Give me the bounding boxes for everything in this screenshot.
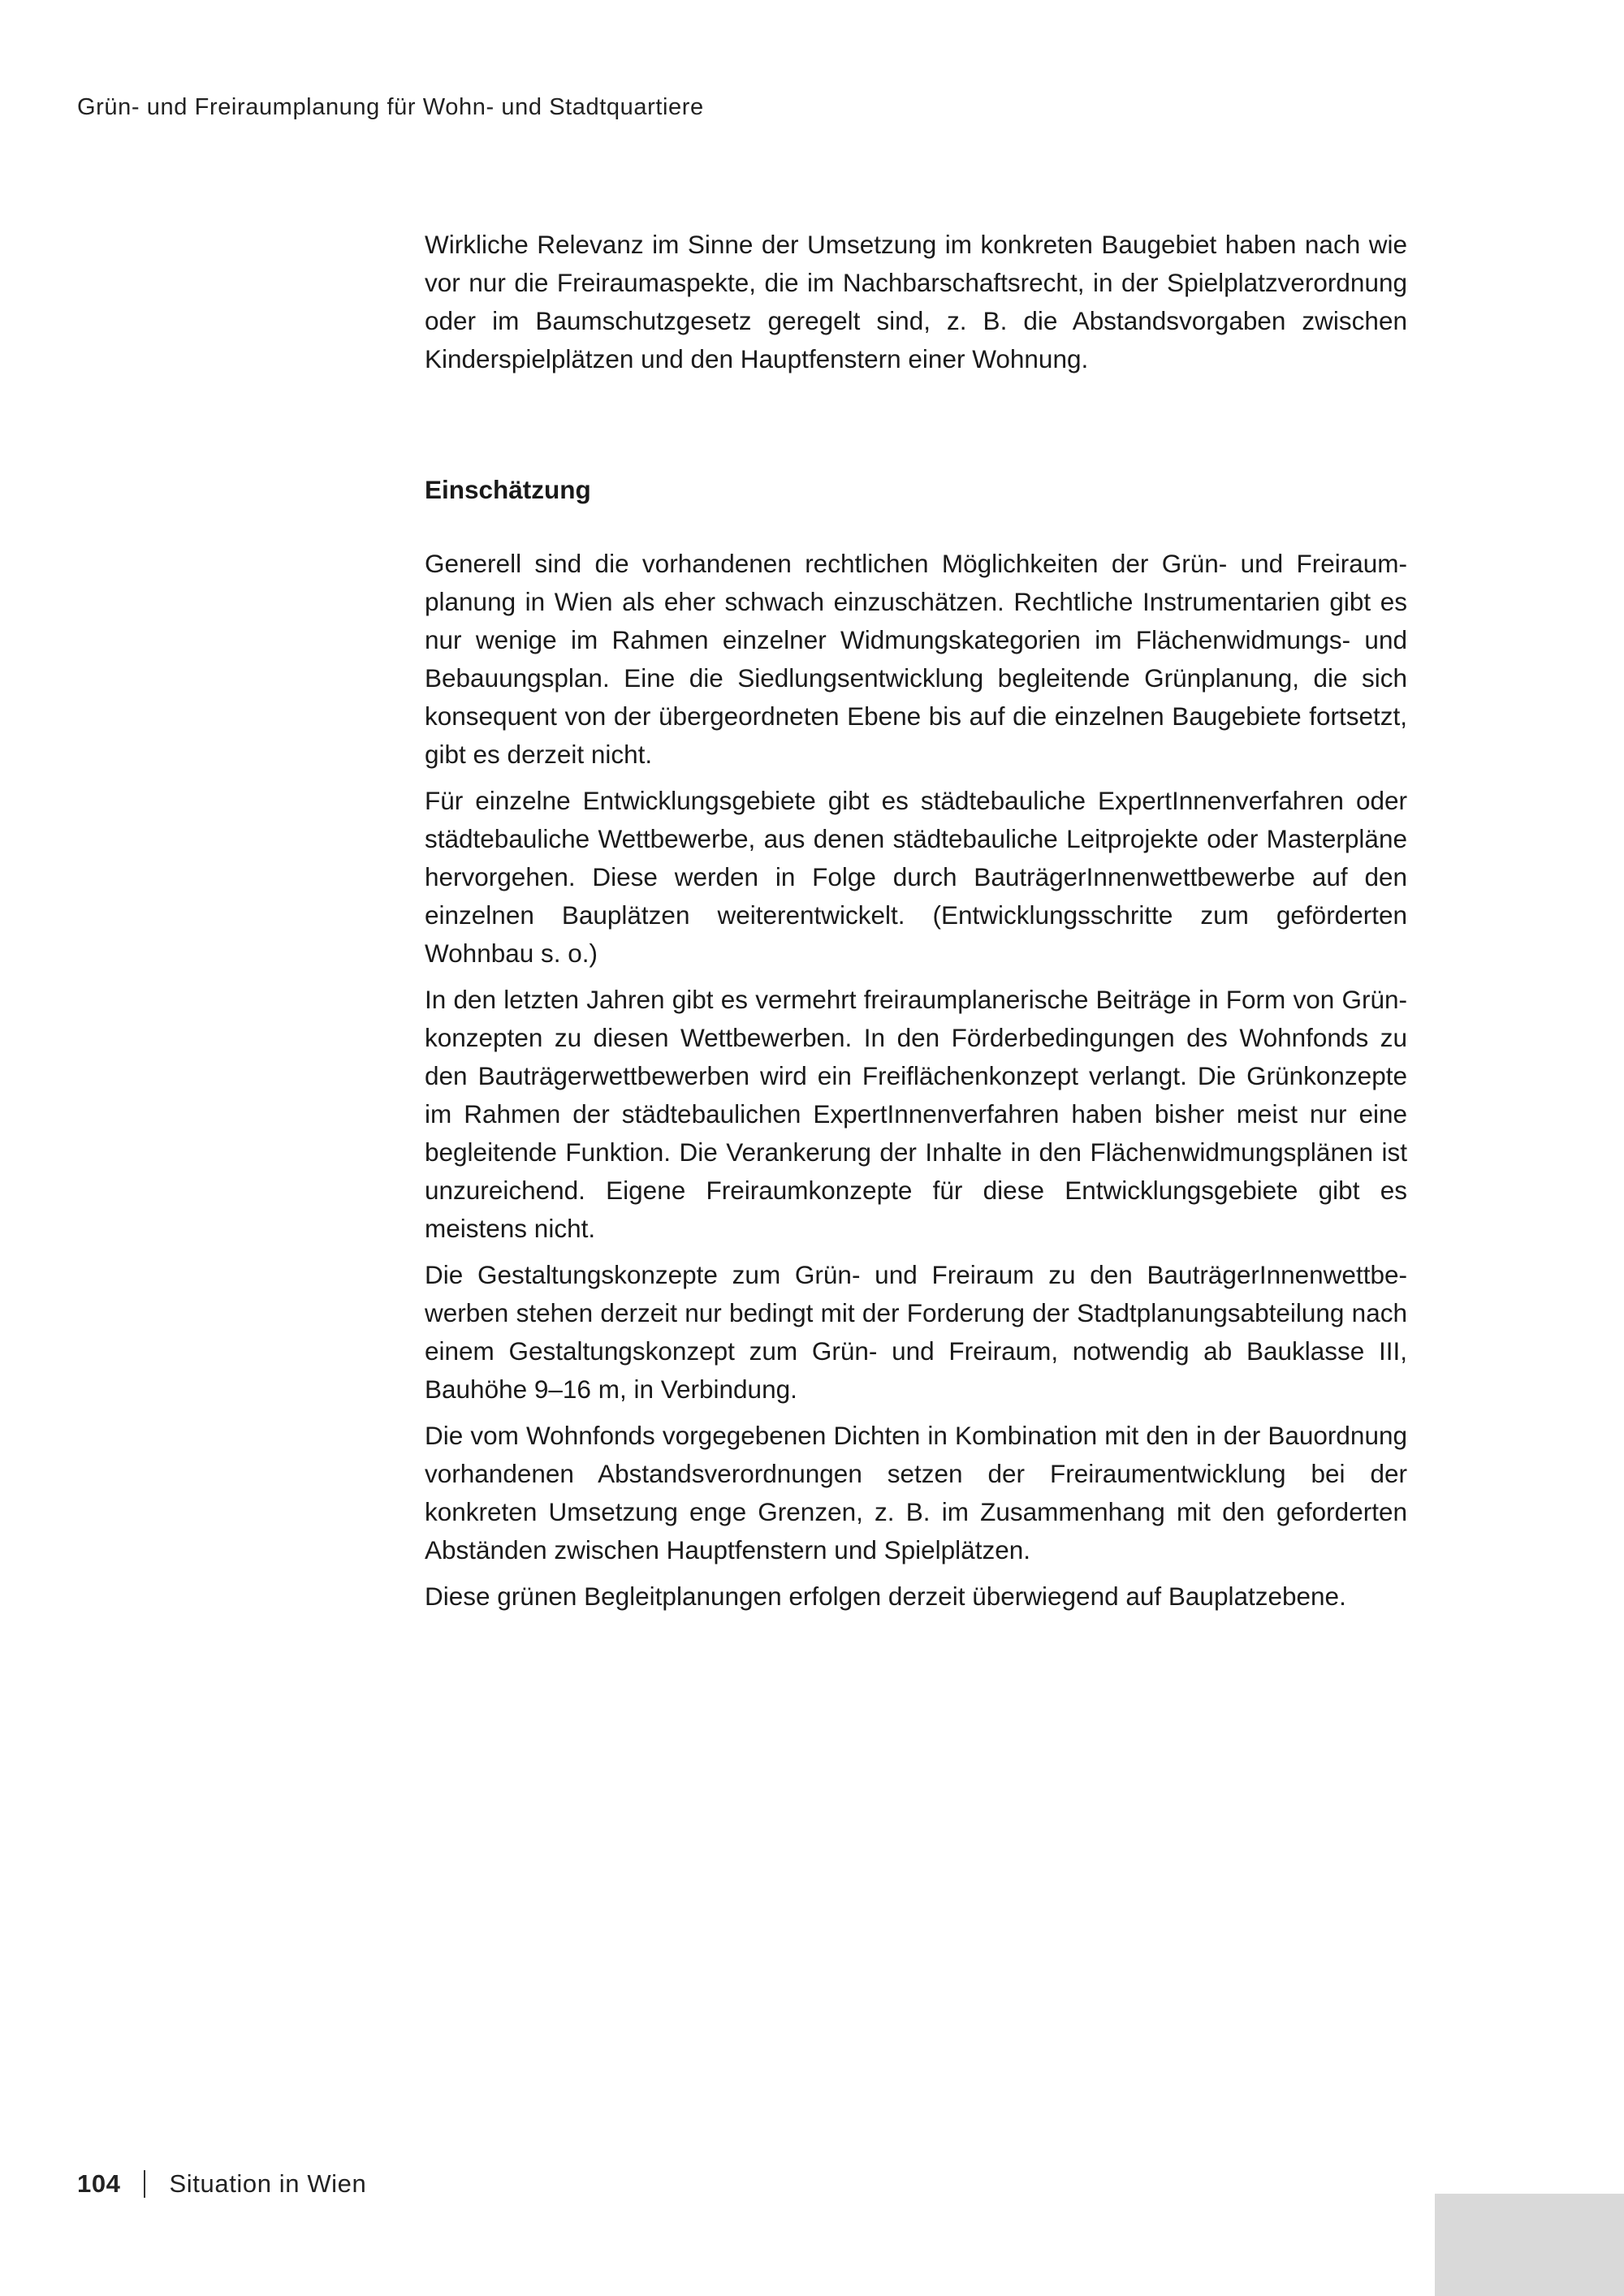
intro-paragraph: Wirkliche Relevanz im Sinne der Umsetzung im konkreten Baugebiet haben nach wie vor nur die Freiraumaspekte, die im Nachbarschaftsrecht, in der Spielplatzverordnung oder im Baumschutzgesetz geregelt sind, z. B. die Abstandsvorgaben zwischen Kinderspielplätzen und den Hauptfenstern einer Wohnung.	[425, 230, 1407, 373]
paragraph-gestaltungskonzepte: Die Gestaltungskonzepte zum Grün- und Freiraum zu den BauträgerInnenwettbewerben stehen derzeit nur bedingt mit der Forderung der Stadtplanungsabteilung nach einem Gestaltungskonzept zum Grün- und Freiraum, notwendig ab Bauklasse III, Bauhöhe 9–16 m, in Verbindung.	[425, 1260, 1407, 1404]
page-footer	[77, 2165, 366, 2203]
section-heading: Einschätzung	[425, 475, 591, 504]
main-content	[425, 226, 1407, 1624]
paragraph-entwicklungsgebiete: Für einzelne Entwicklungsgebiete gibt es städtebauliche ExpertInnenverfahren oder städtebauliche Wettbewerbe, aus denen städtebauliche Leitprojekte oder Masterpläne hervorgehen. Diese werden in Folge durch BauträgerInnenwettbewerbe auf den einzelnen Bauplätzen weiterentwickelt. (Entwicklungsschritte zum geförderten Wohnbau s. o.)	[425, 786, 1407, 968]
paragraph-begleitplanungen: Diese grünen Begleitplanungen erfolgen derzeit überwiegend auf Bauplatzebene.	[425, 1582, 1346, 1611]
heading-spacer	[425, 509, 1407, 545]
paragraph-gruenkonzepte: In den letzten Jahren gibt es vermehrt freiraumplanerische Beiträge in Form von Grünkonzepten zu diesen Wettbewerben. In den Förderbedingungen des Wohnfonds zu den Bauträgerwettbewerben wird ein Freiflächenkonzept verlangt. Die Grünkonzepte im Rahmen der städtebaulichen ExpertInnenverfahren haben bisher meist nur eine begleitende Funktion. Die Verankerung der Inhalte in den Flächenwidmungsplänen ist unzureichend. Eigene Freiraumkonzepte für diese Entwicklungsgebiete gibt es meistens nicht.	[425, 985, 1407, 1243]
running-header: Grün- und Freiraumplanung für Wohn- und Stadtquartiere	[77, 94, 704, 120]
page-corner-tab	[1435, 2194, 1624, 2296]
paragraph-dichten: Die vom Wohnfonds vorgegebenen Dichten in Kombination mit den in der Bauordnung vorhandenen Abstandsverordnungen setzen der Freiraumentwicklung bei der konkreten Umsetzung enge Grenzen, z. B. im Zusammenhang mit den geforderten Abständen zwischen Hauptfenstern und Spielplätzen.	[425, 1421, 1407, 1564]
footer-section-title: Situation in Wien	[169, 2169, 367, 2198]
page-number: 104	[77, 2169, 121, 2198]
footer-divider	[144, 2170, 145, 2198]
paragraph-generell: Generell sind die vorhandenen rechtlichen Möglichkeiten der Grün- und Freiraumplanung in Wien als eher schwach einzuschätzen. Rechtliche Instrumentarien gibt es nur wenige im Rahmen einzelner Widmungskategorien im Flächenwidmungs- und Bebauungsplan. Eine die Siedlungsentwicklung begleitende Grünplanung, die sich konsequent von der übergeordneten Ebene bis auf die einzelnen Baugebiete fortsetzt, gibt es derzeit nicht.	[425, 549, 1407, 769]
